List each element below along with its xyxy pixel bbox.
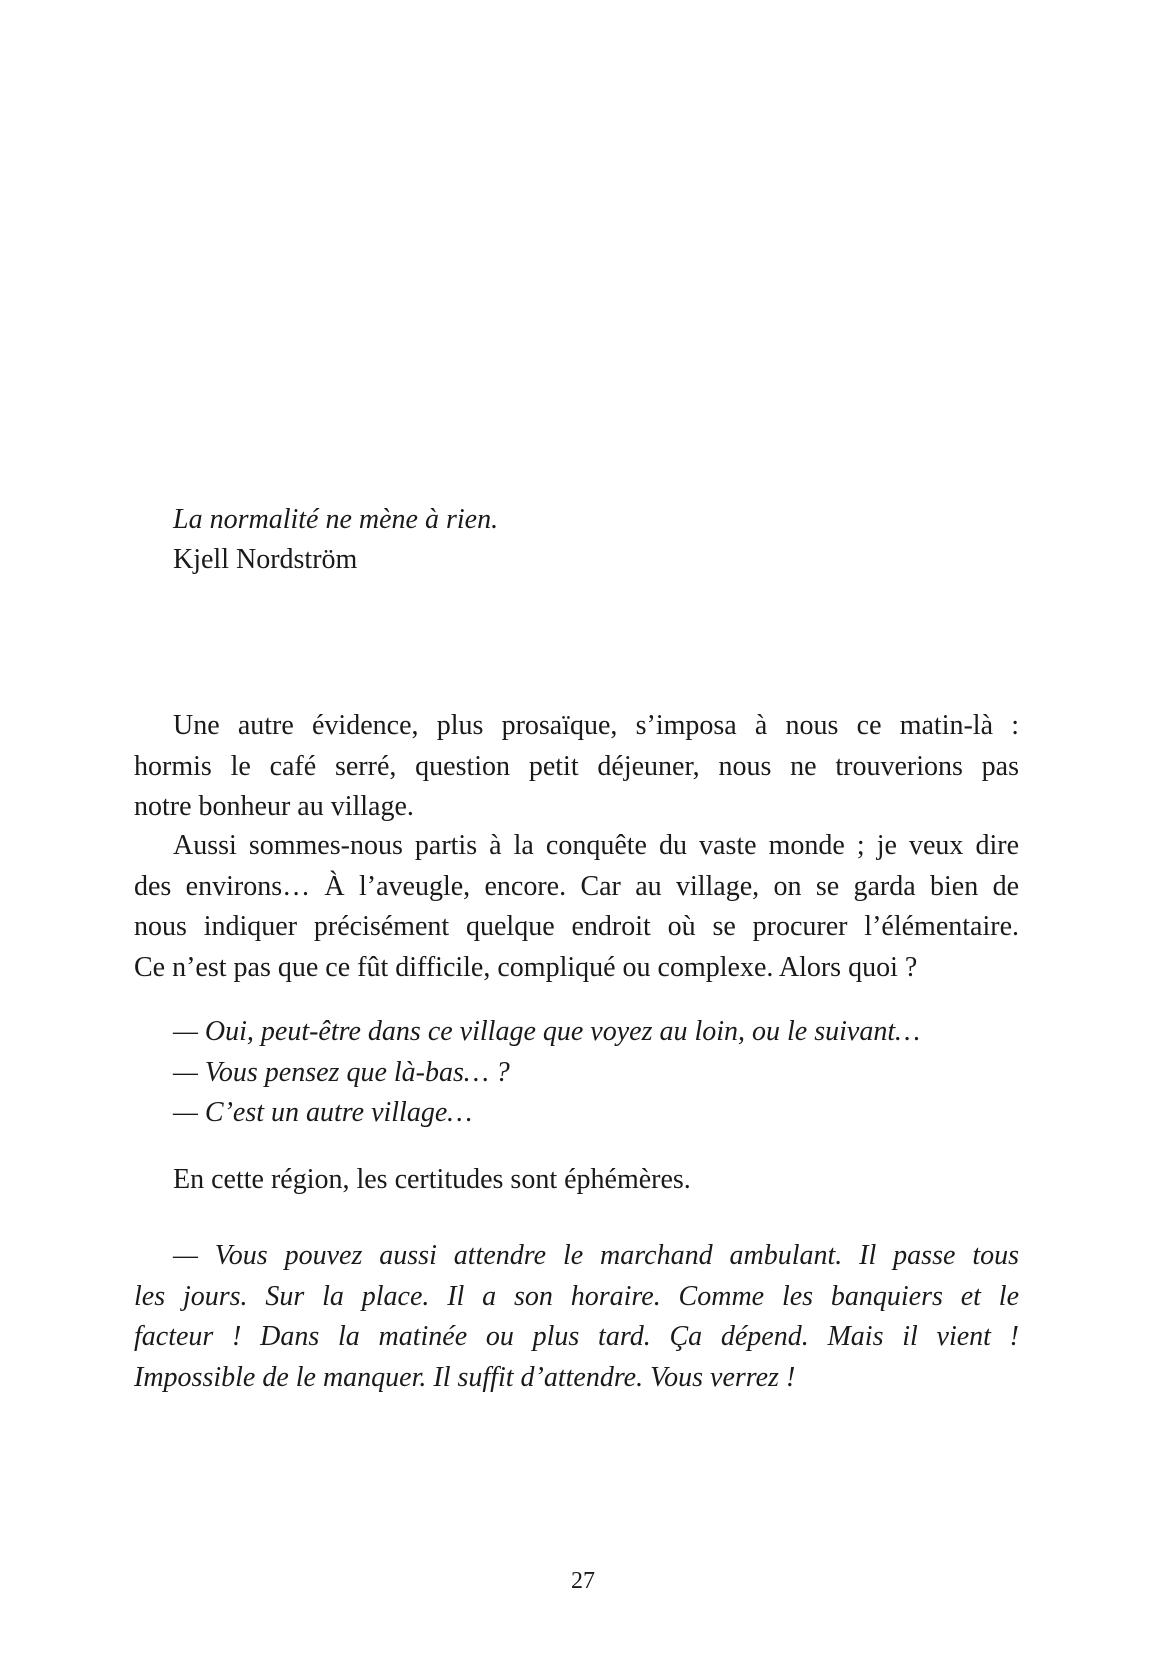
paragraph-1-line: notre bonheur au village. <box>134 791 414 822</box>
paragraph-1 <box>134 706 1019 828</box>
epigraph <box>173 500 498 580</box>
dialogue-line: — Oui, peut-être dans ce village que voyez au loin, ou le suivant… <box>173 1016 921 1047</box>
epigraph-author: Kjell Nordström <box>173 544 358 575</box>
paragraph-2-line: Ce n’est pas que ce fût difficile, compliqué ou complexe. Alors quoi ? <box>134 951 918 983</box>
paragraph-2 <box>134 826 1019 988</box>
page-number: 27 <box>571 1568 595 1594</box>
dialogue-line: — C’est un autre village… <box>173 1097 473 1128</box>
dialogue-2-line: les jours. Sur la place. Il a son horaire. Comme les banquiers et le <box>134 1280 1019 1312</box>
statement <box>134 1160 1019 1201</box>
dialogue-block-2 <box>134 1236 1019 1398</box>
paragraph-1-line: Une autre évidence, plus prosaïque, s’imposa à nous ce matin-là : <box>173 710 1019 741</box>
epigraph-quote: La normalité ne mène à rien. <box>173 504 499 535</box>
dialogue-2-line: — Vous pouvez aussi attendre le marchand ambulant. Il passe tous <box>173 1240 1019 1271</box>
paragraph-2-line: Aussi sommes-nous partis à la conquête du vaste monde ; je veux dire <box>173 830 1019 861</box>
dialogue-2-line: Impossible de le manquer. Il suffit d’attendre. Vous verrez ! <box>134 1361 796 1393</box>
statement-line: En cette région, les certitudes sont éphémères. <box>173 1164 691 1195</box>
paragraph-2-line: des environs… À l’aveugle, encore. Car au village, on se garda bien de <box>134 870 1019 902</box>
paragraph-2-line: nous indiquer précisément quelque endroit où se procurer l’élémentaire. <box>134 911 1019 942</box>
dialogue-2-line: facteur ! Dans la matinée ou plus tard. Ça dépend. Mais il vient ! <box>134 1321 1019 1352</box>
paragraph-1-line: hormis le café serré, question petit déjeuner, nous ne trouverions pas <box>134 750 1019 782</box>
dialogue-line: — Vous pensez que là-bas… ? <box>173 1056 510 1088</box>
dialogue-block <box>134 1012 1019 1134</box>
